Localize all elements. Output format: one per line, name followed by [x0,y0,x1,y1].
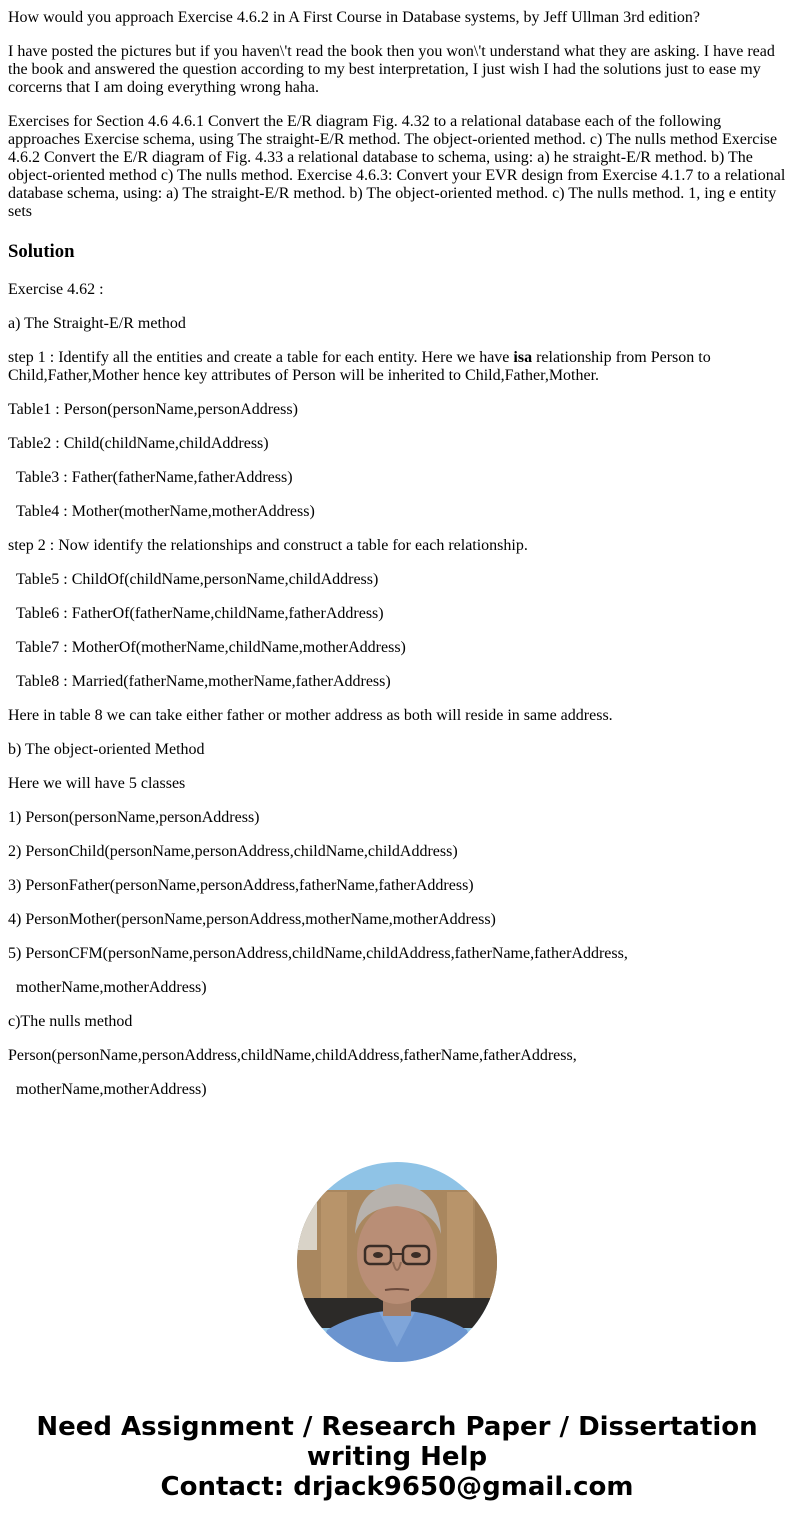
page-content [0,9,794,1099]
promo-banner [0,1412,794,1502]
step1-text-after: relationship from Person to Child,Father,Mother hence key attributes of Person will be inherited to Child,Father,Mother. [8,349,711,384]
class-5: 5) PersonCFM(personName,personAddress,childName,childAddress,fatherName,fatherAddress, [8,945,628,962]
table1-line: Table1 : Person(personName,personAddress) [8,401,298,418]
class-1: 1) Person(personName,personAddress) [8,809,260,826]
class-2: 2) PersonChild(personName,personAddress,childName,childAddress) [8,843,458,860]
part-c-title: c)The nulls method [8,1013,133,1030]
step1-text-before: step 1 : Identify all the entities and create a table for each entity. Here we have [8,349,514,366]
table3-line: Table3 : Father(fatherName,fatherAddress) [16,469,293,486]
part-b-intro: Here we will have 5 classes [8,775,186,792]
part-b-title: b) The object-oriented Method [8,741,205,758]
table4-line: Table4 : Mother(motherName,motherAddress) [16,503,315,520]
question-body: I have posted the pictures but if you haven\'t read the book then you won\'t understand what they are asking. I have read the book and answered the question according to my best interpretation, I just wish I had the solutions just to ease my corcerns that I am doing everything wrong haha. [8,43,775,96]
avatar [297,1162,497,1362]
table8-line: Table8 : Married(fatherName,motherName,fatherAddress) [16,673,391,690]
nulls-relation-continuation: motherName,motherAddress) [16,1081,207,1098]
table5-line: Table5 : ChildOf(childName,personName,childAddress) [16,571,379,588]
promo-line-1: Need Assignment / Research Paper / Dissertation [36,1412,758,1442]
table7-line: Table7 : MotherOf(motherName,childName,motherAddress) [16,639,406,656]
step2-text: step 2 : Now identify the relationships and construct a table for each relationship. [8,537,528,554]
class-5-continuation: motherName,motherAddress) [16,979,207,996]
nulls-relation: Person(personName,personAddress,childName,childAddress,fatherName,fatherAddress, [8,1047,577,1064]
table8-note: Here in table 8 we can take either father or mother address as both will reside in same address. [8,707,613,724]
table6-line: Table6 : FatherOf(fatherName,childName,fatherAddress) [16,605,384,622]
class-3: 3) PersonFather(personName,personAddress,fatherName,fatherAddress) [8,877,474,894]
class-4: 4) PersonMother(personName,personAddress,motherName,motherAddress) [8,911,496,928]
table2-line: Table2 : Child(childName,childAddress) [8,435,269,452]
person-photo-icon [297,1162,497,1362]
isa-keyword: isa [513,349,533,366]
exercise-text: Exercises for Section 4.6 4.6.1 Convert the E/R diagram Fig. 4.32 to a relational database each of the following approaches Exercise schema, using The straight-E/R method. The object-oriented method. c) The nulls method Exercise 4.6.2 Convert the E/R diagram of Fig. 4.33 a relational database to schema, using: a) he straight-E/R method. b) The object-oriented method c) The nulls method. Exercise 4.6.3: Convert your EVR design from Exercise 4.1.7 to a relational database schema, using: a) The straight-E/R method. b) The object-oriented method. c) The nulls method. 1, ing e entity sets [8,113,786,220]
part-a-title: a) The Straight-E/R method [8,315,186,332]
promo-contact: Contact: drjack9650@gmail.com [160,1472,634,1502]
solution-heading: Solution [8,241,75,262]
step1-text [8,349,786,385]
question-title: How would you approach Exercise 4.6.2 in A First Course in Database systems, by Jeff Ullman 3rd edition? [8,9,701,26]
promo-line-2: writing Help [306,1442,488,1472]
exercise-label: Exercise 4.62 : [8,281,104,298]
